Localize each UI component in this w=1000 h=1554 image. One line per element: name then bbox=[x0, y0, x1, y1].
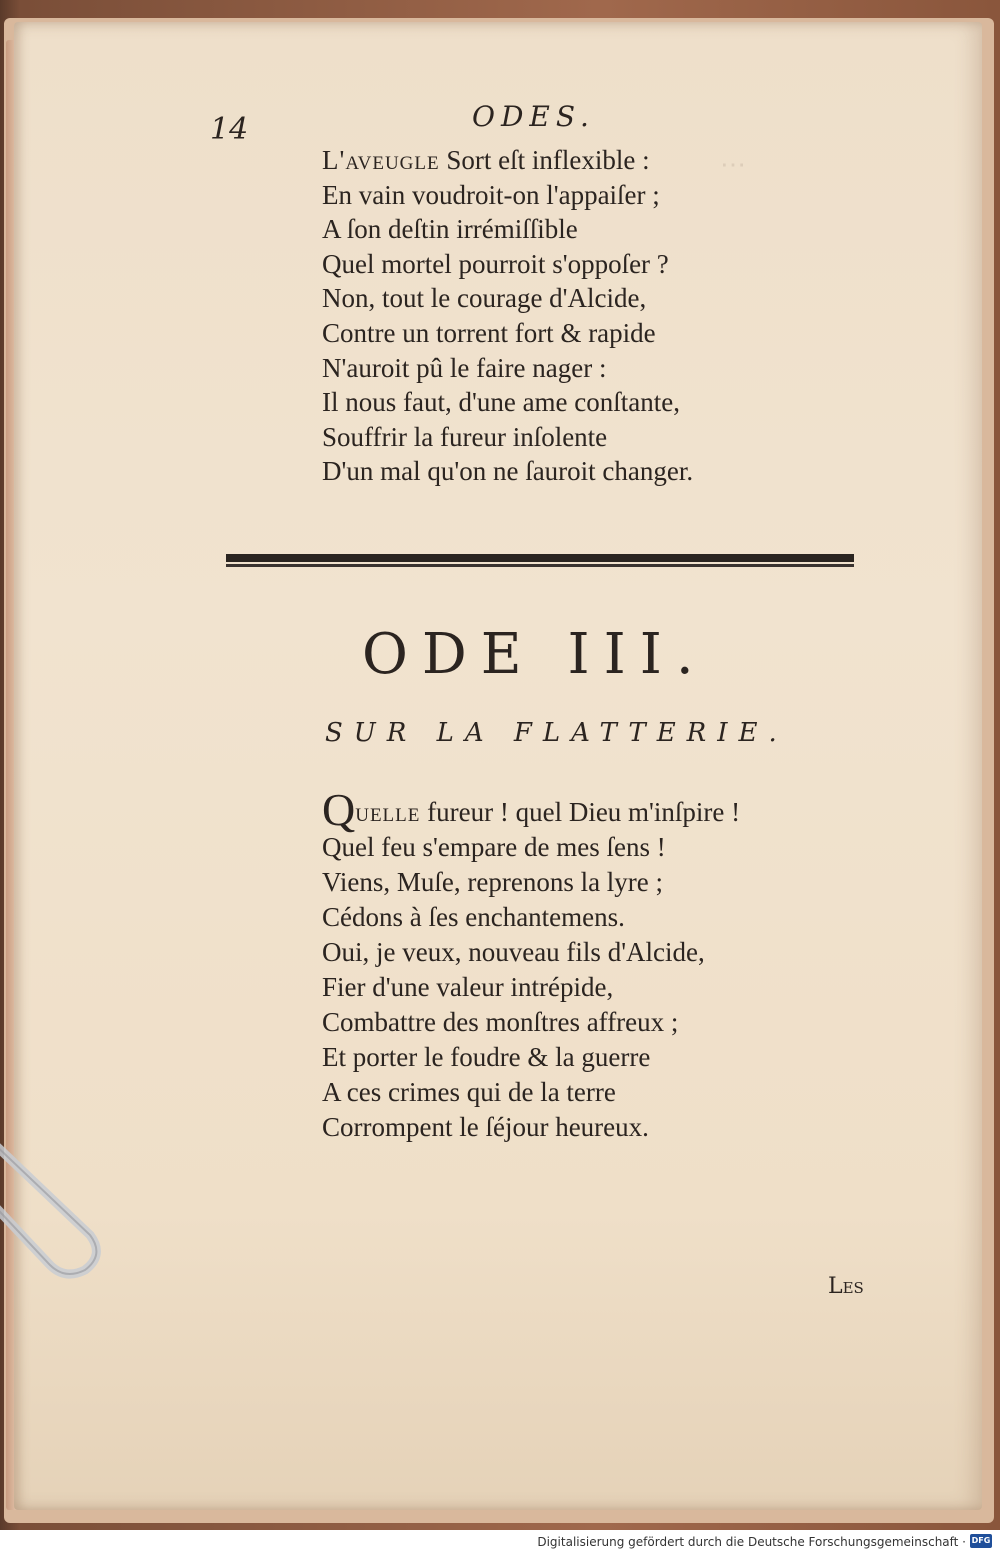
page-number: 14 bbox=[210, 112, 249, 147]
verse-text: En vain voudroit-on l'appaiſer ; bbox=[322, 179, 660, 210]
verse-line: A ces crimes qui de la terre bbox=[322, 1077, 616, 1107]
stanza-two-lines bbox=[322, 830, 740, 1145]
verse-line bbox=[322, 420, 693, 455]
running-head: ODES. bbox=[472, 100, 595, 133]
section-rule bbox=[226, 552, 854, 568]
verse-line bbox=[322, 316, 693, 351]
verse-line: Cédons à ſes enchantemens. bbox=[322, 902, 625, 932]
stanza-two bbox=[322, 784, 741, 1145]
ode-title: ODE III. bbox=[362, 622, 708, 687]
verse-text: Contre un torrent fort & rapide bbox=[322, 317, 656, 348]
verse-line: Combattre des monſtres affreux ; bbox=[322, 1007, 679, 1037]
verse-text: Sort eſt inflexible : bbox=[439, 145, 650, 175]
rule-thick-line bbox=[226, 554, 854, 562]
verse-lead-word: L'aveugle bbox=[322, 145, 440, 175]
verse-line bbox=[322, 281, 693, 316]
verse-text: A ſon deſtin irrémiſſible bbox=[322, 214, 578, 245]
verse-text: Souffrir la fureur inſolente bbox=[322, 421, 608, 452]
verse-line: Oui, je veux, nouveau fils d'Alcide, bbox=[322, 937, 705, 967]
show-through: ⋯ bbox=[720, 150, 746, 179]
rule-thin-line bbox=[226, 564, 854, 567]
first-word-caps: uelle bbox=[355, 797, 421, 827]
verse-line bbox=[322, 454, 693, 489]
verse-line bbox=[322, 178, 693, 213]
dfg-logo: DFG bbox=[970, 1534, 992, 1548]
verse-line bbox=[322, 143, 693, 178]
catchword: Les bbox=[828, 1274, 864, 1299]
verse-text: N'auroit pû le faire nager : bbox=[322, 352, 607, 383]
verse-line bbox=[322, 351, 693, 386]
verse-line bbox=[322, 385, 693, 420]
footer-bar bbox=[0, 1530, 1000, 1554]
verse-text: Non, tout le courage d'Alcide, bbox=[322, 283, 647, 314]
paper-clip-icon bbox=[0, 1130, 120, 1280]
verse-line: Et porter le foudre & la guerre bbox=[322, 1042, 651, 1072]
verse-line: Quel feu s'empare de mes ſens ! bbox=[322, 832, 666, 862]
verse-text: Il nous faut, d'une ame conſtante, bbox=[322, 387, 681, 418]
stanza-one bbox=[322, 143, 693, 489]
verse-text: D'un mal qu'on ne ſauroit changer. bbox=[322, 456, 694, 487]
verse-line: Viens, Muſe, reprenons la lyre ; bbox=[322, 867, 664, 897]
ode-subtitle: SUR LA FLATTERIE. bbox=[325, 718, 788, 748]
verse-text: Quel mortel pourroit s'oppoſer ? bbox=[322, 248, 669, 279]
verse-line bbox=[322, 247, 693, 282]
verse-line bbox=[322, 212, 693, 247]
verse-line: Corrompent le ſéjour heureux. bbox=[322, 1112, 649, 1142]
drop-cap: Q bbox=[322, 784, 356, 835]
first-line-rest: fureur ! quel Dieu m'inſpire ! bbox=[420, 797, 741, 827]
footer-credit: Digitalisierung gefördert durch die Deutsche Forschungsgemeinschaft · bbox=[537, 1535, 966, 1549]
verse-line: Fier d'une valeur intrépide, bbox=[322, 972, 614, 1002]
stanza-two-first-line bbox=[322, 784, 741, 835]
